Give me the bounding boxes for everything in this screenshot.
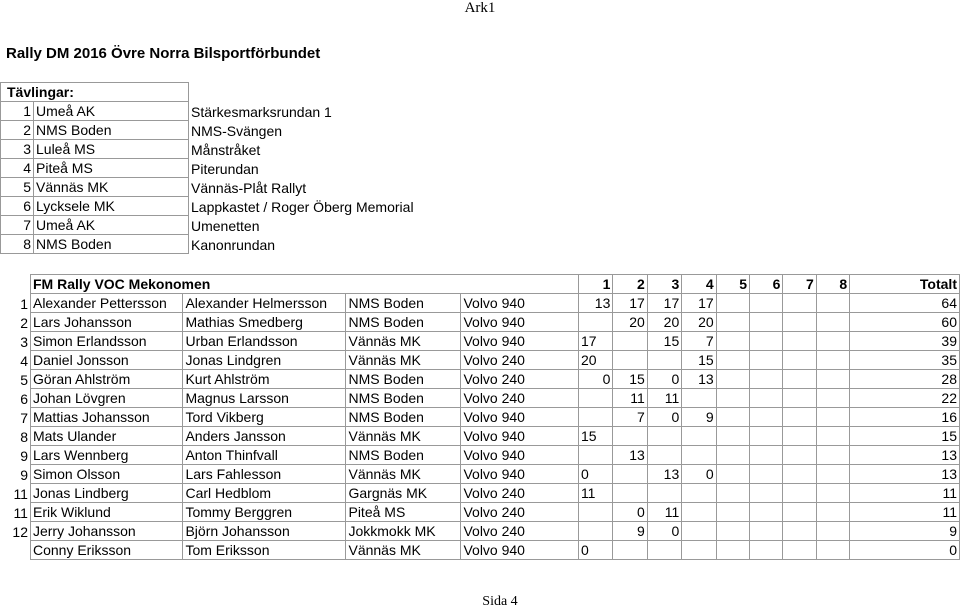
result-round-points: 20 [682, 313, 716, 332]
result-round-points [816, 541, 849, 560]
competition-row [1, 216, 415, 235]
competition-row [1, 102, 415, 121]
result-round-points [750, 313, 783, 332]
result-total: 15 [850, 427, 960, 446]
table-row [0, 427, 960, 446]
result-club: Piteå MS [346, 503, 461, 522]
result-round-points [716, 332, 749, 351]
empty-cell [189, 83, 415, 102]
result-round-points [682, 389, 716, 408]
result-total: 13 [850, 446, 960, 465]
result-round-points [816, 370, 849, 389]
competition-name: Lappkastet / Roger Öberg Memorial [191, 198, 414, 215]
result-codriver: Anders Jansson [183, 427, 346, 446]
result-round-points: 9 [682, 408, 716, 427]
competition-name: Vännäs-Plåt Rallyt [191, 179, 307, 196]
result-codriver: Carl Hedblom [183, 484, 346, 503]
result-position: 8 [20, 428, 28, 445]
result-round-points: 13 [647, 465, 681, 484]
result-total: 0 [850, 541, 960, 560]
result-total: 11 [850, 484, 960, 503]
competition-row [1, 140, 415, 159]
result-round-points: 13 [682, 370, 716, 389]
result-round-points [783, 294, 816, 313]
table-row [0, 465, 960, 484]
result-total: 11 [850, 503, 960, 522]
result-round-points: 0 [578, 370, 612, 389]
result-car: Volvo 240 [461, 503, 578, 522]
result-round-points [816, 522, 849, 541]
result-round-points [783, 522, 816, 541]
competition-name: Umenetten [191, 217, 260, 234]
competition-club: NMS Boden [34, 235, 189, 254]
result-round-points: 0 [647, 408, 681, 427]
result-round-points [716, 370, 749, 389]
result-club: Vännäs MK [346, 351, 461, 370]
result-position: 1 [20, 295, 28, 312]
result-club: NMS Boden [346, 408, 461, 427]
result-driver: Simon Erlandsson [30, 332, 182, 351]
result-total: 22 [850, 389, 960, 408]
result-codriver: Mathias Smedberg [183, 313, 346, 332]
result-round-points: 15 [613, 370, 647, 389]
round-header: 4 [682, 275, 716, 294]
result-codriver: Anton Thinfvall [183, 446, 346, 465]
result-round-points [613, 541, 647, 560]
result-car: Volvo 240 [461, 522, 578, 541]
result-round-points [578, 408, 612, 427]
result-round-points: 9 [613, 522, 647, 541]
competition-row [1, 178, 415, 197]
result-position [0, 541, 30, 560]
result-round-points: 0 [647, 522, 681, 541]
result-round-points [647, 427, 681, 446]
competition-number: 8 [1, 235, 34, 254]
result-car: Volvo 940 [461, 294, 578, 313]
competition-name: Piterundan [191, 160, 259, 177]
result-round-points: 20 [613, 313, 647, 332]
result-club: Vännäs MK [346, 541, 461, 560]
round-header: 1 [578, 275, 612, 294]
result-position: 4 [20, 352, 28, 369]
result-club: Vännäs MK [346, 427, 461, 446]
result-round-points [682, 522, 716, 541]
result-round-points [716, 522, 749, 541]
result-round-points [816, 446, 849, 465]
result-round-points [816, 351, 849, 370]
result-total: 13 [850, 465, 960, 484]
result-round-points [750, 408, 783, 427]
result-round-points: 17 [578, 332, 612, 351]
result-round-points [613, 351, 647, 370]
result-round-points [750, 389, 783, 408]
result-position: 3 [20, 333, 28, 350]
competition-row [1, 159, 415, 178]
result-round-points [783, 465, 816, 484]
result-codriver: Björn Johansson [183, 522, 346, 541]
result-round-points [716, 465, 749, 484]
result-round-points: 15 [578, 427, 612, 446]
competition-club: Umeå AK [34, 102, 189, 121]
result-round-points [578, 446, 612, 465]
competition-club: Piteå MS [34, 159, 189, 178]
result-driver: Daniel Jonsson [30, 351, 182, 370]
round-header: 3 [647, 275, 681, 294]
result-round-points [647, 541, 681, 560]
competition-club: Luleå MS [34, 140, 189, 159]
result-round-points [816, 408, 849, 427]
result-codriver: Tom Eriksson [183, 541, 346, 560]
result-round-points [647, 351, 681, 370]
result-total: 60 [850, 313, 960, 332]
result-round-points [682, 503, 716, 522]
class-header: FM Rally VOC Mekonomen [30, 275, 578, 294]
table-row [0, 370, 960, 389]
result-club: Vännäs MK [346, 332, 461, 351]
result-round-points [750, 351, 783, 370]
result-round-points [783, 351, 816, 370]
result-codriver: Kurt Ahlström [183, 370, 346, 389]
result-round-points: 17 [613, 294, 647, 313]
round-header: 5 [716, 275, 749, 294]
result-round-points [578, 389, 612, 408]
result-round-points [750, 294, 783, 313]
result-round-points [716, 294, 749, 313]
result-round-points [716, 313, 749, 332]
result-codriver: Tommy Berggren [183, 503, 346, 522]
result-round-points: 7 [613, 408, 647, 427]
result-codriver: Lars Fahlesson [183, 465, 346, 484]
result-round-points [716, 484, 749, 503]
result-round-points: 11 [613, 389, 647, 408]
table-row [0, 351, 960, 370]
total-header: Totalt [850, 275, 960, 294]
result-car: Volvo 940 [461, 465, 578, 484]
result-round-points [816, 389, 849, 408]
result-round-points [716, 541, 749, 560]
result-round-points: 0 [613, 503, 647, 522]
result-round-points [613, 427, 647, 446]
result-round-points [647, 484, 681, 503]
result-round-points [816, 313, 849, 332]
result-round-points [578, 503, 612, 522]
result-driver: Mats Ulander [30, 427, 182, 446]
result-round-points: 17 [682, 294, 716, 313]
result-codriver: Alexander Helmersson [183, 294, 346, 313]
result-round-points [816, 332, 849, 351]
result-total: 39 [850, 332, 960, 351]
competition-number: 1 [1, 102, 34, 121]
result-round-points [682, 484, 716, 503]
result-round-points: 17 [647, 294, 681, 313]
result-round-points [783, 332, 816, 351]
round-header: 2 [613, 275, 647, 294]
result-position: 7 [20, 409, 28, 426]
competition-name: Stärkesmarksrundan 1 [191, 103, 332, 120]
result-codriver: Tord Vikberg [183, 408, 346, 427]
result-round-points [750, 332, 783, 351]
competition-club: NMS Boden [34, 121, 189, 140]
result-round-points [783, 389, 816, 408]
table-row [0, 541, 960, 560]
results-header-row [0, 275, 960, 294]
result-round-points [783, 427, 816, 446]
table-row [0, 389, 960, 408]
competition-number: 7 [1, 216, 34, 235]
result-round-points [716, 408, 749, 427]
result-round-points [783, 541, 816, 560]
competition-row [1, 235, 415, 254]
result-round-points: 0 [578, 465, 612, 484]
result-club: NMS Boden [346, 313, 461, 332]
result-position: 12 [12, 523, 28, 540]
competition-row [1, 121, 415, 140]
page-number: Sida 4 [482, 594, 518, 609]
competition-number: 6 [1, 197, 34, 216]
result-round-points: 0 [578, 541, 612, 560]
competition-number: 5 [1, 178, 34, 197]
competition-club: Lycksele MK [34, 197, 189, 216]
result-driver: Lars Wennberg [30, 446, 182, 465]
result-round-points [716, 446, 749, 465]
result-round-points [750, 465, 783, 484]
result-car: Volvo 940 [461, 427, 578, 446]
result-total: 64 [850, 294, 960, 313]
result-round-points: 0 [647, 370, 681, 389]
result-round-points [682, 446, 716, 465]
result-round-points: 11 [578, 484, 612, 503]
result-round-points [750, 370, 783, 389]
result-car: Volvo 940 [461, 446, 578, 465]
result-round-points [613, 484, 647, 503]
competitions-table [0, 82, 415, 254]
result-club: NMS Boden [346, 370, 461, 389]
result-round-points [613, 465, 647, 484]
result-codriver: Urban Erlandsson [183, 332, 346, 351]
competition-name: Månstråket [191, 141, 261, 158]
result-position: 9 [20, 447, 28, 464]
result-driver: Göran Ahlström [30, 370, 182, 389]
result-round-points [816, 503, 849, 522]
result-club: NMS Boden [346, 446, 461, 465]
result-codriver: Magnus Larsson [183, 389, 346, 408]
result-round-points: 13 [578, 294, 612, 313]
sheet-name: Ark1 [464, 0, 496, 16]
result-round-points [750, 427, 783, 446]
result-round-points [716, 427, 749, 446]
result-car: Volvo 940 [461, 408, 578, 427]
empty-cell [0, 275, 30, 294]
result-car: Volvo 240 [461, 370, 578, 389]
table-row [0, 313, 960, 332]
result-round-points [682, 541, 716, 560]
result-round-points: 11 [647, 389, 681, 408]
result-total: 9 [850, 522, 960, 541]
result-round-points [716, 503, 749, 522]
round-header: 8 [816, 275, 849, 294]
result-position: 11 [13, 485, 28, 502]
table-row [0, 294, 960, 313]
result-round-points [716, 351, 749, 370]
result-driver: Jonas Lindberg [30, 484, 182, 503]
result-driver: Simon Olsson [30, 465, 182, 484]
result-driver: Lars Johansson [30, 313, 182, 332]
result-round-points [578, 522, 612, 541]
result-driver: Johan Lövgren [30, 389, 182, 408]
result-round-points: 20 [578, 351, 612, 370]
result-round-points [750, 522, 783, 541]
result-round-points [783, 503, 816, 522]
competition-name: NMS-Svängen [191, 122, 283, 139]
round-header: 6 [750, 275, 783, 294]
result-round-points [750, 503, 783, 522]
result-position: 9 [20, 466, 28, 483]
result-round-points [783, 446, 816, 465]
result-driver: Jerry Johansson [30, 522, 182, 541]
results-table [0, 274, 960, 560]
competitions-header-row [1, 83, 415, 102]
result-total: 28 [850, 370, 960, 389]
result-club: Jokkmokk MK [346, 522, 461, 541]
result-total: 16 [850, 408, 960, 427]
result-round-points [816, 465, 849, 484]
competition-name: Kanonrundan [191, 236, 276, 253]
competition-number: 2 [1, 121, 34, 140]
result-round-points: 20 [647, 313, 681, 332]
result-position: 5 [20, 371, 28, 388]
result-round-points: 15 [647, 332, 681, 351]
competition-number: 3 [1, 140, 34, 159]
result-round-points: 11 [647, 503, 681, 522]
result-round-points: 13 [613, 446, 647, 465]
result-club: Gargnäs MK [346, 484, 461, 503]
result-round-points: 0 [682, 465, 716, 484]
table-row [0, 332, 960, 351]
result-round-points [682, 427, 716, 446]
table-row [0, 503, 960, 522]
result-car: Volvo 940 [461, 332, 578, 351]
result-round-points [647, 446, 681, 465]
result-round-points [750, 446, 783, 465]
result-club: NMS Boden [346, 294, 461, 313]
competition-club: Umeå AK [34, 216, 189, 235]
result-round-points [750, 484, 783, 503]
competition-number: 4 [1, 159, 34, 178]
result-round-points [816, 484, 849, 503]
result-driver: Erik Wiklund [30, 503, 182, 522]
result-round-points: 7 [682, 332, 716, 351]
result-car: Volvo 240 [461, 389, 578, 408]
result-position: 2 [20, 314, 28, 331]
table-row [0, 484, 960, 503]
result-round-points [816, 294, 849, 313]
result-car: Volvo 940 [461, 313, 578, 332]
result-round-points: 15 [682, 351, 716, 370]
result-car: Volvo 240 [461, 484, 578, 503]
result-car: Volvo 240 [461, 351, 578, 370]
result-round-points [613, 332, 647, 351]
table-row [0, 446, 960, 465]
result-driver: Alexander Pettersson [30, 294, 182, 313]
result-driver: Conny Eriksson [30, 541, 182, 560]
result-club: NMS Boden [346, 389, 461, 408]
result-round-points [783, 408, 816, 427]
page-title: Rally DM 2016 Övre Norra Bilsportförbundet [6, 45, 321, 62]
round-header: 7 [783, 275, 816, 294]
result-total: 35 [850, 351, 960, 370]
result-position: 6 [20, 390, 28, 407]
result-round-points [783, 313, 816, 332]
result-round-points [578, 313, 612, 332]
result-driver: Mattias Johansson [30, 408, 182, 427]
result-position: 11 [13, 504, 28, 521]
table-row [0, 522, 960, 541]
table-row [0, 408, 960, 427]
result-club: Vännäs MK [346, 465, 461, 484]
result-round-points [783, 484, 816, 503]
competition-club: Vännäs MK [34, 178, 189, 197]
result-codriver: Jonas Lindgren [183, 351, 346, 370]
result-round-points [783, 370, 816, 389]
result-car: Volvo 940 [461, 541, 578, 560]
result-round-points [716, 389, 749, 408]
result-round-points [816, 427, 849, 446]
result-round-points [750, 541, 783, 560]
competition-row [1, 197, 415, 216]
competitions-header: Tävlingar: [1, 83, 189, 102]
